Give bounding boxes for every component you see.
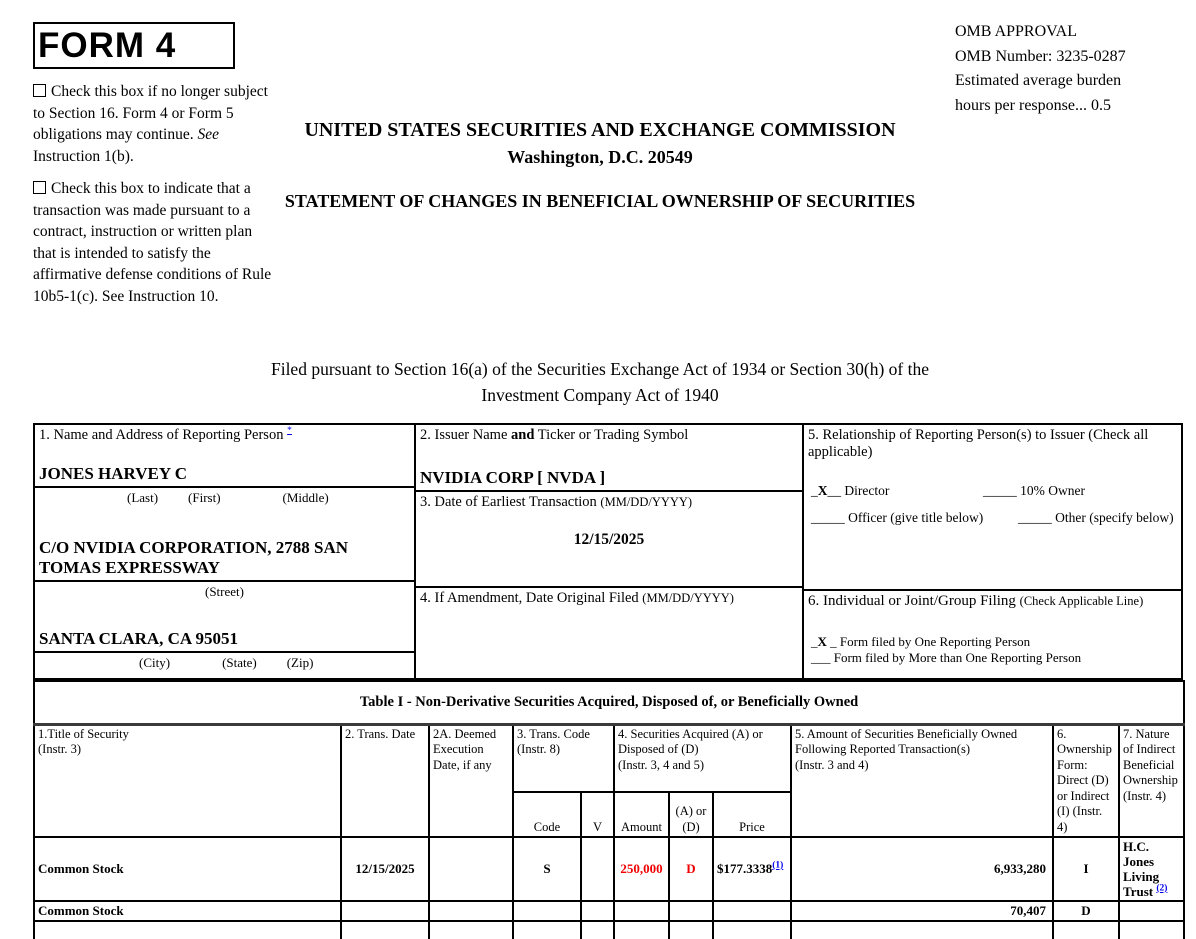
omb-burden-line1: Estimated average burden xyxy=(955,72,1122,89)
subheader-v: V xyxy=(581,792,614,837)
header-owned-line2: (Instr. 3 and 4) xyxy=(795,757,869,772)
footnote-asterisk-link[interactable]: * xyxy=(287,426,292,437)
middle-label: (Middle) xyxy=(282,490,329,505)
row2-amount xyxy=(614,901,669,921)
officer-label: Officer (give title below) xyxy=(848,510,984,525)
subheader-a-or-d: (A) or (D) xyxy=(669,792,713,837)
header-title-of-security xyxy=(34,724,341,837)
row1-price-value: $177.3338 xyxy=(717,861,773,877)
rule10b5-checkbox-paragraph xyxy=(33,178,273,307)
state-label: (State) xyxy=(222,655,257,670)
form-column-3 xyxy=(804,425,1181,678)
issuer-name-value: NVIDIA CORP [ NVDA ] xyxy=(420,468,606,487)
table1-container xyxy=(33,680,1185,939)
checkbox1-italic: See xyxy=(197,126,219,143)
section3-label-small: (MM/DD/YYYY) xyxy=(600,495,693,509)
section3-label: 3. Date of Earliest Transaction xyxy=(420,494,601,510)
filing-option-one xyxy=(811,634,1177,650)
row1-deemed xyxy=(429,837,513,901)
director-label: Director xyxy=(844,483,890,498)
relationship-row-2 xyxy=(811,510,1177,526)
filed-pursuant-text: Filed pursuant to Section 16(a) of the Securities Exchange Act of 1934 or Section 30(h) of the Investment Company Act of 1940 xyxy=(270,359,930,405)
checkbox2-text: Check this box to indicate that a transaction was made pursuant to a contract, instruction or written plan that is intended to satisfy the affirmative defense conditions of Rule 10b5-1(c). See Instruction 10. xyxy=(33,180,272,305)
section5-title: 5. Relationship of Reporting Person(s) to Issuer (Check all applicable) xyxy=(808,427,1149,460)
section1-street-cell xyxy=(35,488,414,582)
owner10-label: 10% Owner xyxy=(1020,483,1085,498)
director-x-mark: X xyxy=(817,483,828,498)
form4-title-box xyxy=(33,22,235,69)
section16-checkbox-paragraph xyxy=(33,81,273,167)
section2-label-bold: and xyxy=(511,427,535,443)
row2-nature xyxy=(1119,901,1184,921)
earliest-transaction-date: 12/15/2025 xyxy=(573,531,645,548)
reporting-person-city: SANTA CLARA, CA 95051 xyxy=(39,629,238,648)
reporting-person-street: C/O NVIDIA CORPORATION, 2788 SAN TOMAS EXPRESSWAY xyxy=(39,538,349,577)
section4-label: 4. If Amendment, Date Original Filed xyxy=(420,590,643,606)
filing-one-mark-post: _ xyxy=(826,634,840,649)
row1-amount: 250,000 xyxy=(614,837,669,901)
other-label: Other (specify below) xyxy=(1055,510,1174,525)
section1-citylabels-cell xyxy=(35,653,414,678)
section2-label: 2. Issuer Name xyxy=(420,427,512,443)
officer-mark: _____ xyxy=(811,510,849,525)
empty-cell xyxy=(513,921,581,939)
row1-security: Common Stock xyxy=(34,837,341,901)
row2-ownership-form: D xyxy=(1053,901,1119,921)
checkbox-icon[interactable] xyxy=(33,84,46,97)
row1-nature-value: H.C. Jones Living Trust xyxy=(1123,839,1160,899)
header-securities-acquired xyxy=(614,724,791,792)
row1-owned-following: 6,933,280 xyxy=(791,837,1053,901)
table-row xyxy=(34,901,1184,921)
filing-one-x-mark: X xyxy=(817,634,827,649)
header-acquired-line1: 4. Securities Acquired (A) or Disposed of (D) xyxy=(618,726,763,756)
header-acquired-line2: (Instr. 3, 4 and 5) xyxy=(618,757,705,772)
row2-code xyxy=(513,901,581,921)
row1-price xyxy=(713,837,791,901)
section6-label-small: (Check Applicable Line) xyxy=(1019,594,1144,608)
header-security-line2: (Instr. 3) xyxy=(38,742,82,756)
omb-approval-block xyxy=(955,20,1126,118)
empty-cell xyxy=(614,921,669,939)
header-trans-date: 2. Trans. Date xyxy=(341,724,429,837)
header-trans-code xyxy=(513,724,614,792)
header-ownership-form: 6. Ownership Form: Direct (D) or Indirect (I) (Instr. 4) xyxy=(1053,724,1119,837)
owner10-mark: _____ xyxy=(983,483,1021,498)
subheader-code: Code xyxy=(513,792,581,837)
row1-acquired-disposed: D xyxy=(669,837,713,901)
checkbox1-text: Check this box if no longer subject to Section 16. Form 4 or Form 5 obligations may continue. xyxy=(33,83,268,143)
row2-security: Common Stock xyxy=(34,901,341,921)
section1-name-cell xyxy=(35,425,414,488)
empty-cell xyxy=(34,921,341,939)
empty-cell xyxy=(341,921,429,939)
section4-amendment-cell xyxy=(416,588,802,678)
other-mark: _____ xyxy=(1018,510,1056,525)
omb-approval-label: OMB APPROVAL xyxy=(955,23,1077,40)
reporting-person-name: JONES HARVEY C xyxy=(39,464,188,483)
empty-cell xyxy=(713,921,791,939)
row1-ownership-form: I xyxy=(1053,837,1119,901)
form4-title: FORM 4 xyxy=(38,26,177,65)
omb-number: OMB Number: 3235-0287 xyxy=(955,47,1126,65)
row1-nature xyxy=(1119,837,1184,901)
row1-code: S xyxy=(513,837,581,901)
street-label: (Street) xyxy=(205,584,244,599)
filing-one-label: Form filed by One Reporting Person xyxy=(839,634,1031,649)
header-nature-indirect: 7. Nature of Indirect Beneficial Ownership (Instr. 4) xyxy=(1119,724,1184,837)
filing-one-mark-pre: _ xyxy=(811,634,818,649)
first-label: (First) xyxy=(188,490,221,505)
director-mark-pre: _ xyxy=(811,483,818,498)
director-mark-post: __ xyxy=(827,483,845,498)
header-security-line1: 1.Title of Security xyxy=(38,726,129,741)
header-code-line1: 3. Trans. Code xyxy=(517,726,590,741)
empty-cell xyxy=(429,921,513,939)
table-row xyxy=(34,837,1184,901)
relationship-row-1 xyxy=(811,483,1177,499)
section1-city-cell xyxy=(35,582,414,653)
commission-title: UNITED STATES SECURITIES AND EXCHANGE COMMISSION xyxy=(304,119,896,141)
subheader-amount: Amount xyxy=(614,792,669,837)
empty-cell xyxy=(1119,921,1184,939)
filing-more-label: Form filed by More than One Reporting Person xyxy=(833,650,1082,665)
header-code-line2: (Instr. 8) xyxy=(517,742,561,756)
checkbox1-text-after: Instruction 1(b). xyxy=(33,147,134,165)
commission-city: Washington, D.C. 20549 xyxy=(507,147,693,167)
empty-cell xyxy=(581,921,614,939)
form-column-1 xyxy=(35,425,416,678)
row2-date xyxy=(341,901,429,921)
section6-label: 6. Individual or Joint/Group Filing xyxy=(808,593,1020,609)
commission-heading xyxy=(250,117,950,171)
subheader-price: Price xyxy=(713,792,791,837)
table1-title: Table I - Non-Derivative Securities Acquired, Disposed of, or Beneficially Owned xyxy=(34,681,1184,724)
header-amount-owned xyxy=(791,724,1053,837)
footnote-1-link[interactable]: (1) xyxy=(772,860,784,871)
row2-owned-following: 70,407 xyxy=(791,901,1053,921)
empty-cell xyxy=(669,921,713,939)
section4-label-small: (MM/DD/YYYY) xyxy=(642,591,734,605)
last-label: (Last) xyxy=(127,490,159,505)
section2-issuer-cell xyxy=(416,425,802,492)
header-owned-line1: 5. Amount of Securities Beneficially Owned Following Reported Transaction(s) xyxy=(795,726,1018,756)
header-deemed-execution: 2A. Deemed Execution Date, if any xyxy=(429,724,513,837)
omb-burden-line2: hours per response... 0.5 xyxy=(955,96,1111,114)
statement-heading: STATEMENT OF CHANGES IN BENEFICIAL OWNERSHIP OF SECURITIES xyxy=(284,191,916,211)
section1-label: 1. Name and Address of Reporting Person xyxy=(39,427,288,443)
section6-filing-cell xyxy=(804,591,1181,678)
city-label: (City) xyxy=(139,655,171,670)
row1-date: 12/15/2025 xyxy=(341,837,429,901)
row2-v xyxy=(581,901,614,921)
form-column-2 xyxy=(416,425,804,678)
row2-deemed xyxy=(429,901,513,921)
section5-relationship-cell xyxy=(804,425,1181,591)
section2-label-suffix: Ticker or Trading Symbol xyxy=(534,427,689,443)
checkbox-icon[interactable] xyxy=(33,181,46,194)
reporting-person-form-grid xyxy=(33,423,1183,680)
row2-acquired-disposed xyxy=(669,901,713,921)
row1-v xyxy=(581,837,614,901)
zip-label: (Zip) xyxy=(286,655,314,670)
filing-more-option xyxy=(811,650,1177,666)
section3-date-cell xyxy=(416,492,802,588)
table1-non-derivative xyxy=(33,680,1185,939)
footnote-2-link[interactable]: (2) xyxy=(1156,883,1168,894)
empty-cell xyxy=(791,921,1053,939)
filing-more-mark: ___ xyxy=(811,650,834,665)
empty-cell xyxy=(1053,921,1119,939)
table-row xyxy=(34,921,1184,939)
row2-price xyxy=(713,901,791,921)
